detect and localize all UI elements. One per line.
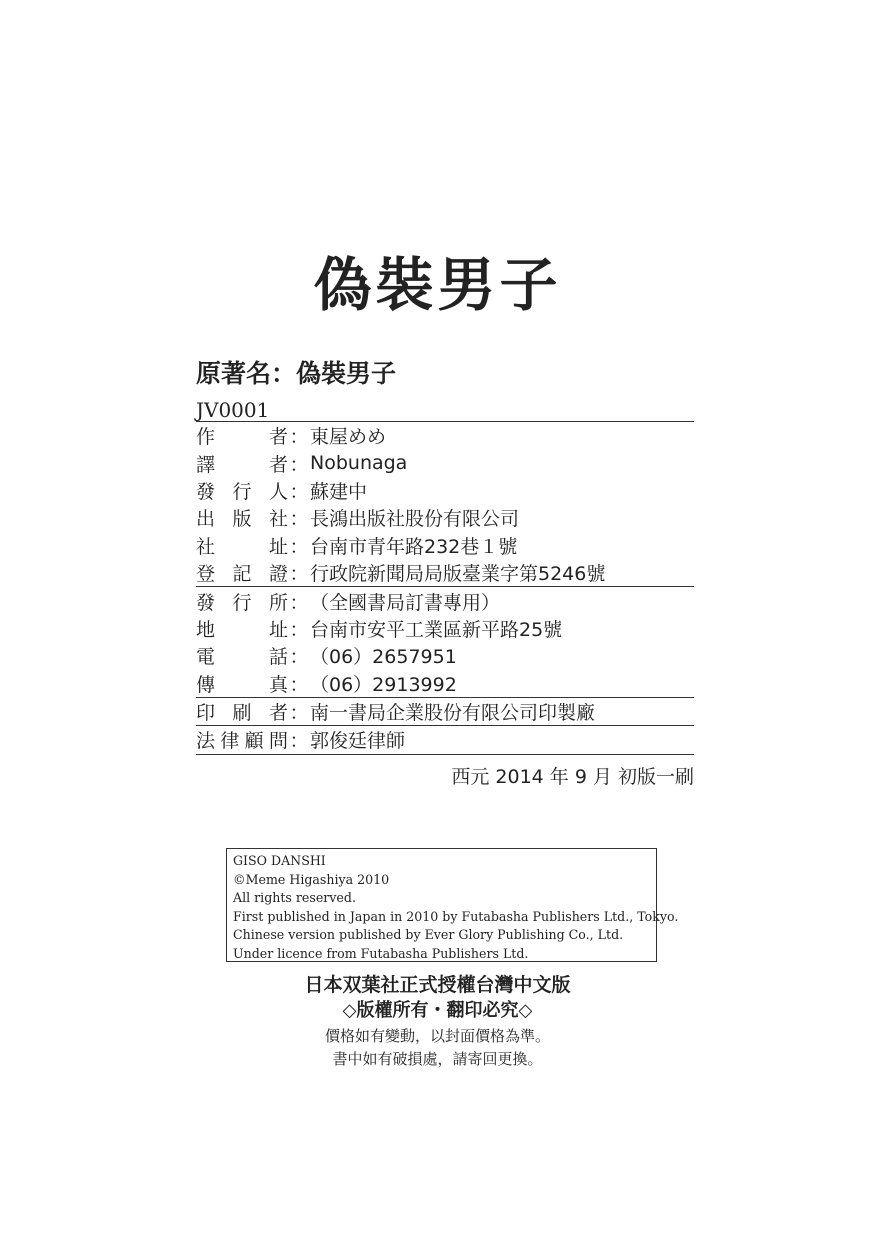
colophon-colon: ： [289,730,309,753]
colophon-label-char: 發 [196,480,216,503]
colophon-row [196,559,694,587]
colophon-label-char: 真 [268,673,288,696]
colophon-label-char: 社 [268,508,288,531]
colophon-label [196,504,288,531]
price-note: 價格如有變動，以封面價格為準。 [324,1027,550,1045]
colophon-label-char: 行 [232,480,252,503]
colophon-row [196,698,694,726]
colophon-table [196,421,694,755]
colophon-label-char: 址 [268,535,288,558]
colophon-value: 蘇建中 [310,480,368,503]
colophon-colon: ： [289,453,309,476]
colophon-label-char: 話 [268,646,288,669]
edition-line: 西元 2014 年 9 月 初版一刷 [451,766,694,788]
colophon-label-char: 顧 [244,730,264,753]
colophon-colon: ： [289,646,309,669]
credit-line: Under licence from Futabasha Publishers Ltd. [233,945,529,961]
colophon-row [196,670,694,698]
colophon-label-char: 者 [268,702,288,725]
colophon-label-char: 所 [268,591,288,614]
colophon-value: （全國書局訂書專用） [310,591,501,614]
colophon-value: 台南市安平工業區新平路25號 [310,618,563,641]
colophon-label-char: 證 [268,563,288,586]
japanese-credits-box [226,848,679,962]
colophon-colon: ： [289,673,309,696]
damage-note: 書中如有破損處，請寄回更換。 [332,1050,543,1068]
colophon-label-char: 地 [196,618,216,641]
colophon-value: 南一書局企業股份有限公司印製廠 [310,702,596,725]
colophon-label-char: 出 [196,508,216,531]
credit-line: All rights reserved. [233,890,356,905]
colophon-colon: ： [289,591,309,614]
colophon-label-char: 法 [196,730,216,753]
colophon-label-char: 律 [220,730,240,753]
colophon-label-char: 作 [196,426,216,449]
colophon-label [196,670,288,697]
colophon-label [196,588,288,615]
colophon-colon: ： [289,426,309,449]
colophon-row [196,532,694,559]
rights-line: ◇版權所有・翻印必究◇ [342,1000,533,1021]
colophon-label-char: 行 [232,591,252,614]
colophon-row [196,642,694,669]
colophon-label-char: 版 [232,508,252,531]
colophon-row [196,477,694,504]
colophon-row [196,615,694,642]
colophon-row [196,726,694,754]
colophon-value: 行政院新聞局局版臺業字第5246號 [310,563,606,586]
colophon-label-char: 者 [268,453,288,476]
colophon-value: Nobunaga [310,452,408,475]
colophon-colon: ： [289,563,309,586]
authorization-line: 日本双葉社正式授權台灣中文版 [304,974,571,996]
colophon-row [196,504,694,531]
colophon-value: 東屋めめ [310,426,387,449]
colophon-label [196,422,288,449]
colophon-label-char: 刷 [232,702,252,725]
colophon-label [196,726,288,753]
colophon-label-char: 者 [268,426,288,449]
colophon-label-char: 問 [268,730,288,753]
colophon-colon: ： [289,618,309,641]
colophon-row [196,449,694,476]
colophon-label [196,559,288,586]
colophon-value: 台南市青年路232巷１號 [310,535,518,558]
colophon-value: （06）2913992 [310,673,457,696]
colophon-row [196,587,694,614]
colophon-label-char: 印 [196,702,216,725]
colophon-colon: ： [289,535,309,558]
colophon-label-char: 址 [268,618,288,641]
colophon-label [196,698,288,725]
credit-line: ©Meme Higashiya 2010 [233,871,390,887]
colophon-label-char: 登 [196,563,216,586]
colophon-label [196,615,288,642]
credit-line: GISO DANSHI [233,853,326,868]
colophon-value: 郭俊廷律師 [310,730,406,753]
colophon-value: （06）2657951 [310,646,457,669]
colophon-label-char: 傳 [196,673,216,696]
original-title: 原著名：偽裝男子 [196,359,397,388]
colophon-label [196,477,288,504]
colophon-label [196,642,288,669]
colophon-label-char: 記 [232,563,252,586]
colophon-colon: ： [289,480,309,503]
colophon-label-char: 人 [268,480,288,503]
colophon-colon: ： [289,702,309,725]
book-title: 偽裝男子 [313,251,562,319]
colophon-label-char: 譯 [196,453,216,476]
colophon-row [196,422,694,449]
colophon-colon: ： [289,508,309,531]
colophon-label-char: 發 [196,591,216,614]
credit-line: First published in Japan in 2010 by Futabasha Publishers Ltd., Tokyo. [233,908,679,924]
colophon-label-char: 社 [196,535,216,558]
colophon-label [196,450,288,477]
catalog-code: JV0001 [196,398,270,422]
colophon-label-char: 電 [196,646,216,669]
colophon-label [196,532,288,559]
colophon-value: 長鴻出版社股份有限公司 [310,508,520,531]
credit-line: Chinese version published by Ever Glory Publishing Co., Ltd. [233,927,624,942]
